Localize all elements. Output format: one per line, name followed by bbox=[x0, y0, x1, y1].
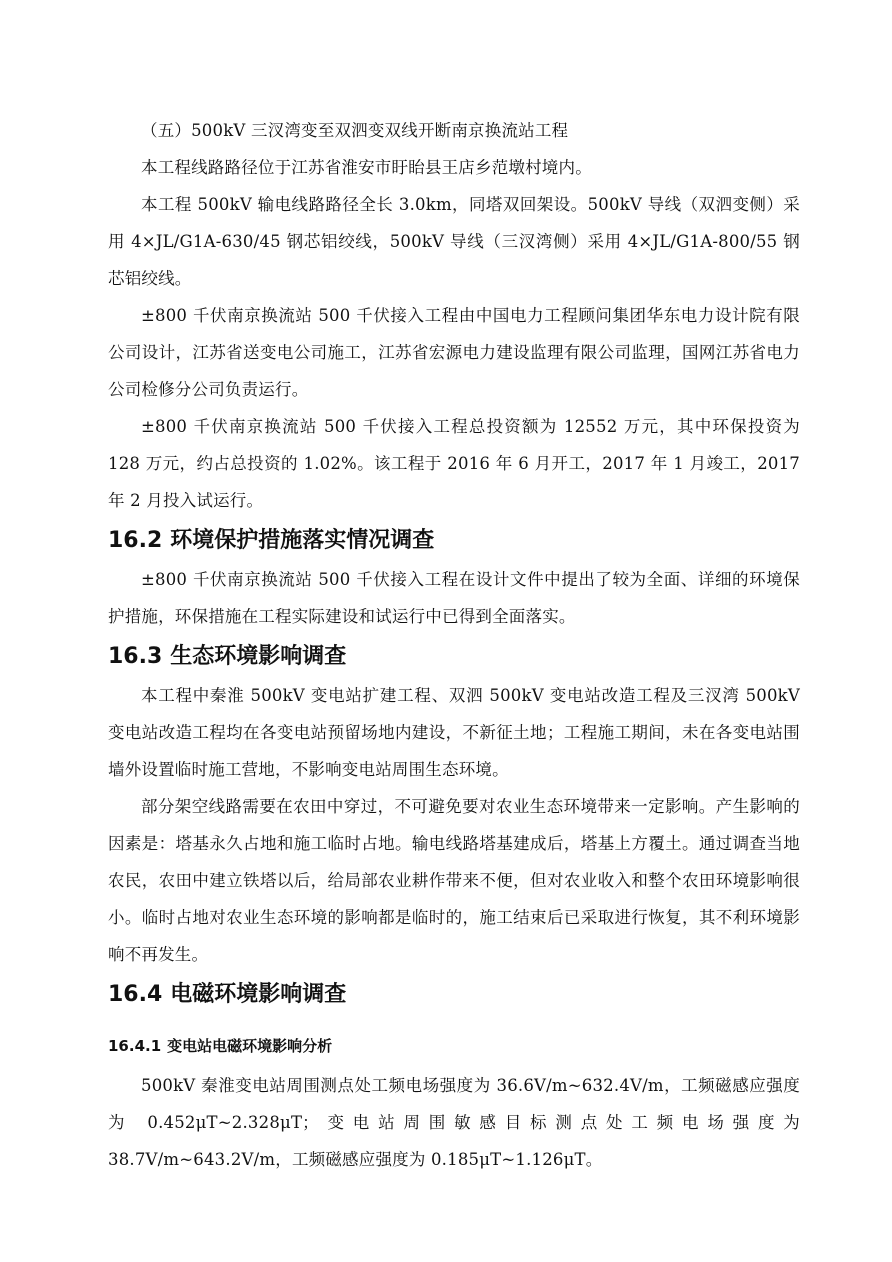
section-5-paragraph-1: 本工程线路路径位于江苏省淮安市盱眙县王店乡范墩村境内。 bbox=[141, 158, 592, 177]
heading-16-4-1-number: 16.4.1 bbox=[108, 1037, 162, 1055]
heading-16-4-1 bbox=[108, 1015, 800, 1067]
heading-16-2-number: 16.2 bbox=[108, 528, 163, 553]
heading-16-4-title: 电磁环境影响调查 bbox=[170, 982, 347, 1007]
heading-16-2 bbox=[108, 519, 800, 561]
heading-16-3-number: 16.3 bbox=[108, 644, 163, 669]
section-16-2-paragraph-1: ±800 千伏南京换流站 500 千伏接入工程在设计文件中提出了较为全面、详细的环境保护措施，环保措施在工程实际建设和试运行中已得到全面落实。 bbox=[108, 570, 800, 626]
section-16-3-paragraph-1: 本工程中秦淮 500kV 变电站扩建工程、双泗 500kV 变电站改造工程及三汊湾 500kV 变电站改造工程均在各变电站预留场地内建设，不新征土地；工程施工期间，未在各变电站围墙外设置临时施工营地，不影响变电站周围生态环境。 bbox=[108, 686, 800, 779]
heading-16-3 bbox=[108, 635, 800, 677]
section-5-paragraph-4: ±800 千伏南京换流站 500 千伏接入工程总投资额为 12552 万元，其中环保投资为 128 万元，约占总投资的 1.02%。该工程于 2016 年 6 月开工，2017 年 1 月竣工，2017 年 2 月投入试运行。 bbox=[108, 417, 800, 510]
heading-16-4 bbox=[108, 973, 800, 1015]
heading-16-2-title: 环境保护措施落实情况调查 bbox=[170, 528, 435, 553]
section-5-paragraph-2: 本工程 500kV 输电线路路径全长 3.0km，同塔双回架设。500kV 导线（双泗变侧）采用 4×JL/G1A-630/45 钢芯铝绞线，500kV 导线（三汊湾侧）采用 4×JL/G1A-800/55 钢芯铝绞线。 bbox=[108, 195, 800, 288]
section-5-paragraph-3: ±800 千伏南京换流站 500 千伏接入工程由中国电力工程顾问集团华东电力设计院有限公司设计，江苏省送变电公司施工，江苏省宏源电力建设监理有限公司监理，国网江苏省电力公司检修分公司负责运行。 bbox=[108, 306, 800, 399]
section-5-title: （五）500kV 三汊湾变至双泗变双线开断南京换流站工程 bbox=[141, 121, 569, 140]
document-page bbox=[108, 112, 800, 1178]
section-16-3-paragraph-2: 部分架空线路需要在农田中穿过，不可避免要对农业生态环境带来一定影响。产生影响的因素是：塔基永久占地和施工临时占地。输电线路塔基建成后，塔基上方覆土。通过调查当地农民，农田中建立铁塔以后，给局部农业耕作带来不便，但对农业收入和整个农田环境影响很小。临时占地对农业生态环境的影响都是临时的，施工结束后已采取进行恢复，其不利环境影响不再发生。 bbox=[108, 797, 800, 964]
section-16-4-1-paragraph-1: 500kV 秦淮变电站周围测点处工频电场强度为 36.6V/m~632.4V/m，工频磁感应强度为 0.452μT~2.328μT；变电站周围敏感目标测点处工频电场强度为 38.7V/m~643.2V/m，工频磁感应强度为 0.185μT~1.126μT。 bbox=[108, 1076, 800, 1169]
heading-16-4-1-title: 变电站电磁环境影响分析 bbox=[167, 1037, 333, 1055]
heading-16-3-title: 生态环境影响调查 bbox=[170, 644, 347, 669]
heading-16-4-number: 16.4 bbox=[108, 982, 163, 1007]
